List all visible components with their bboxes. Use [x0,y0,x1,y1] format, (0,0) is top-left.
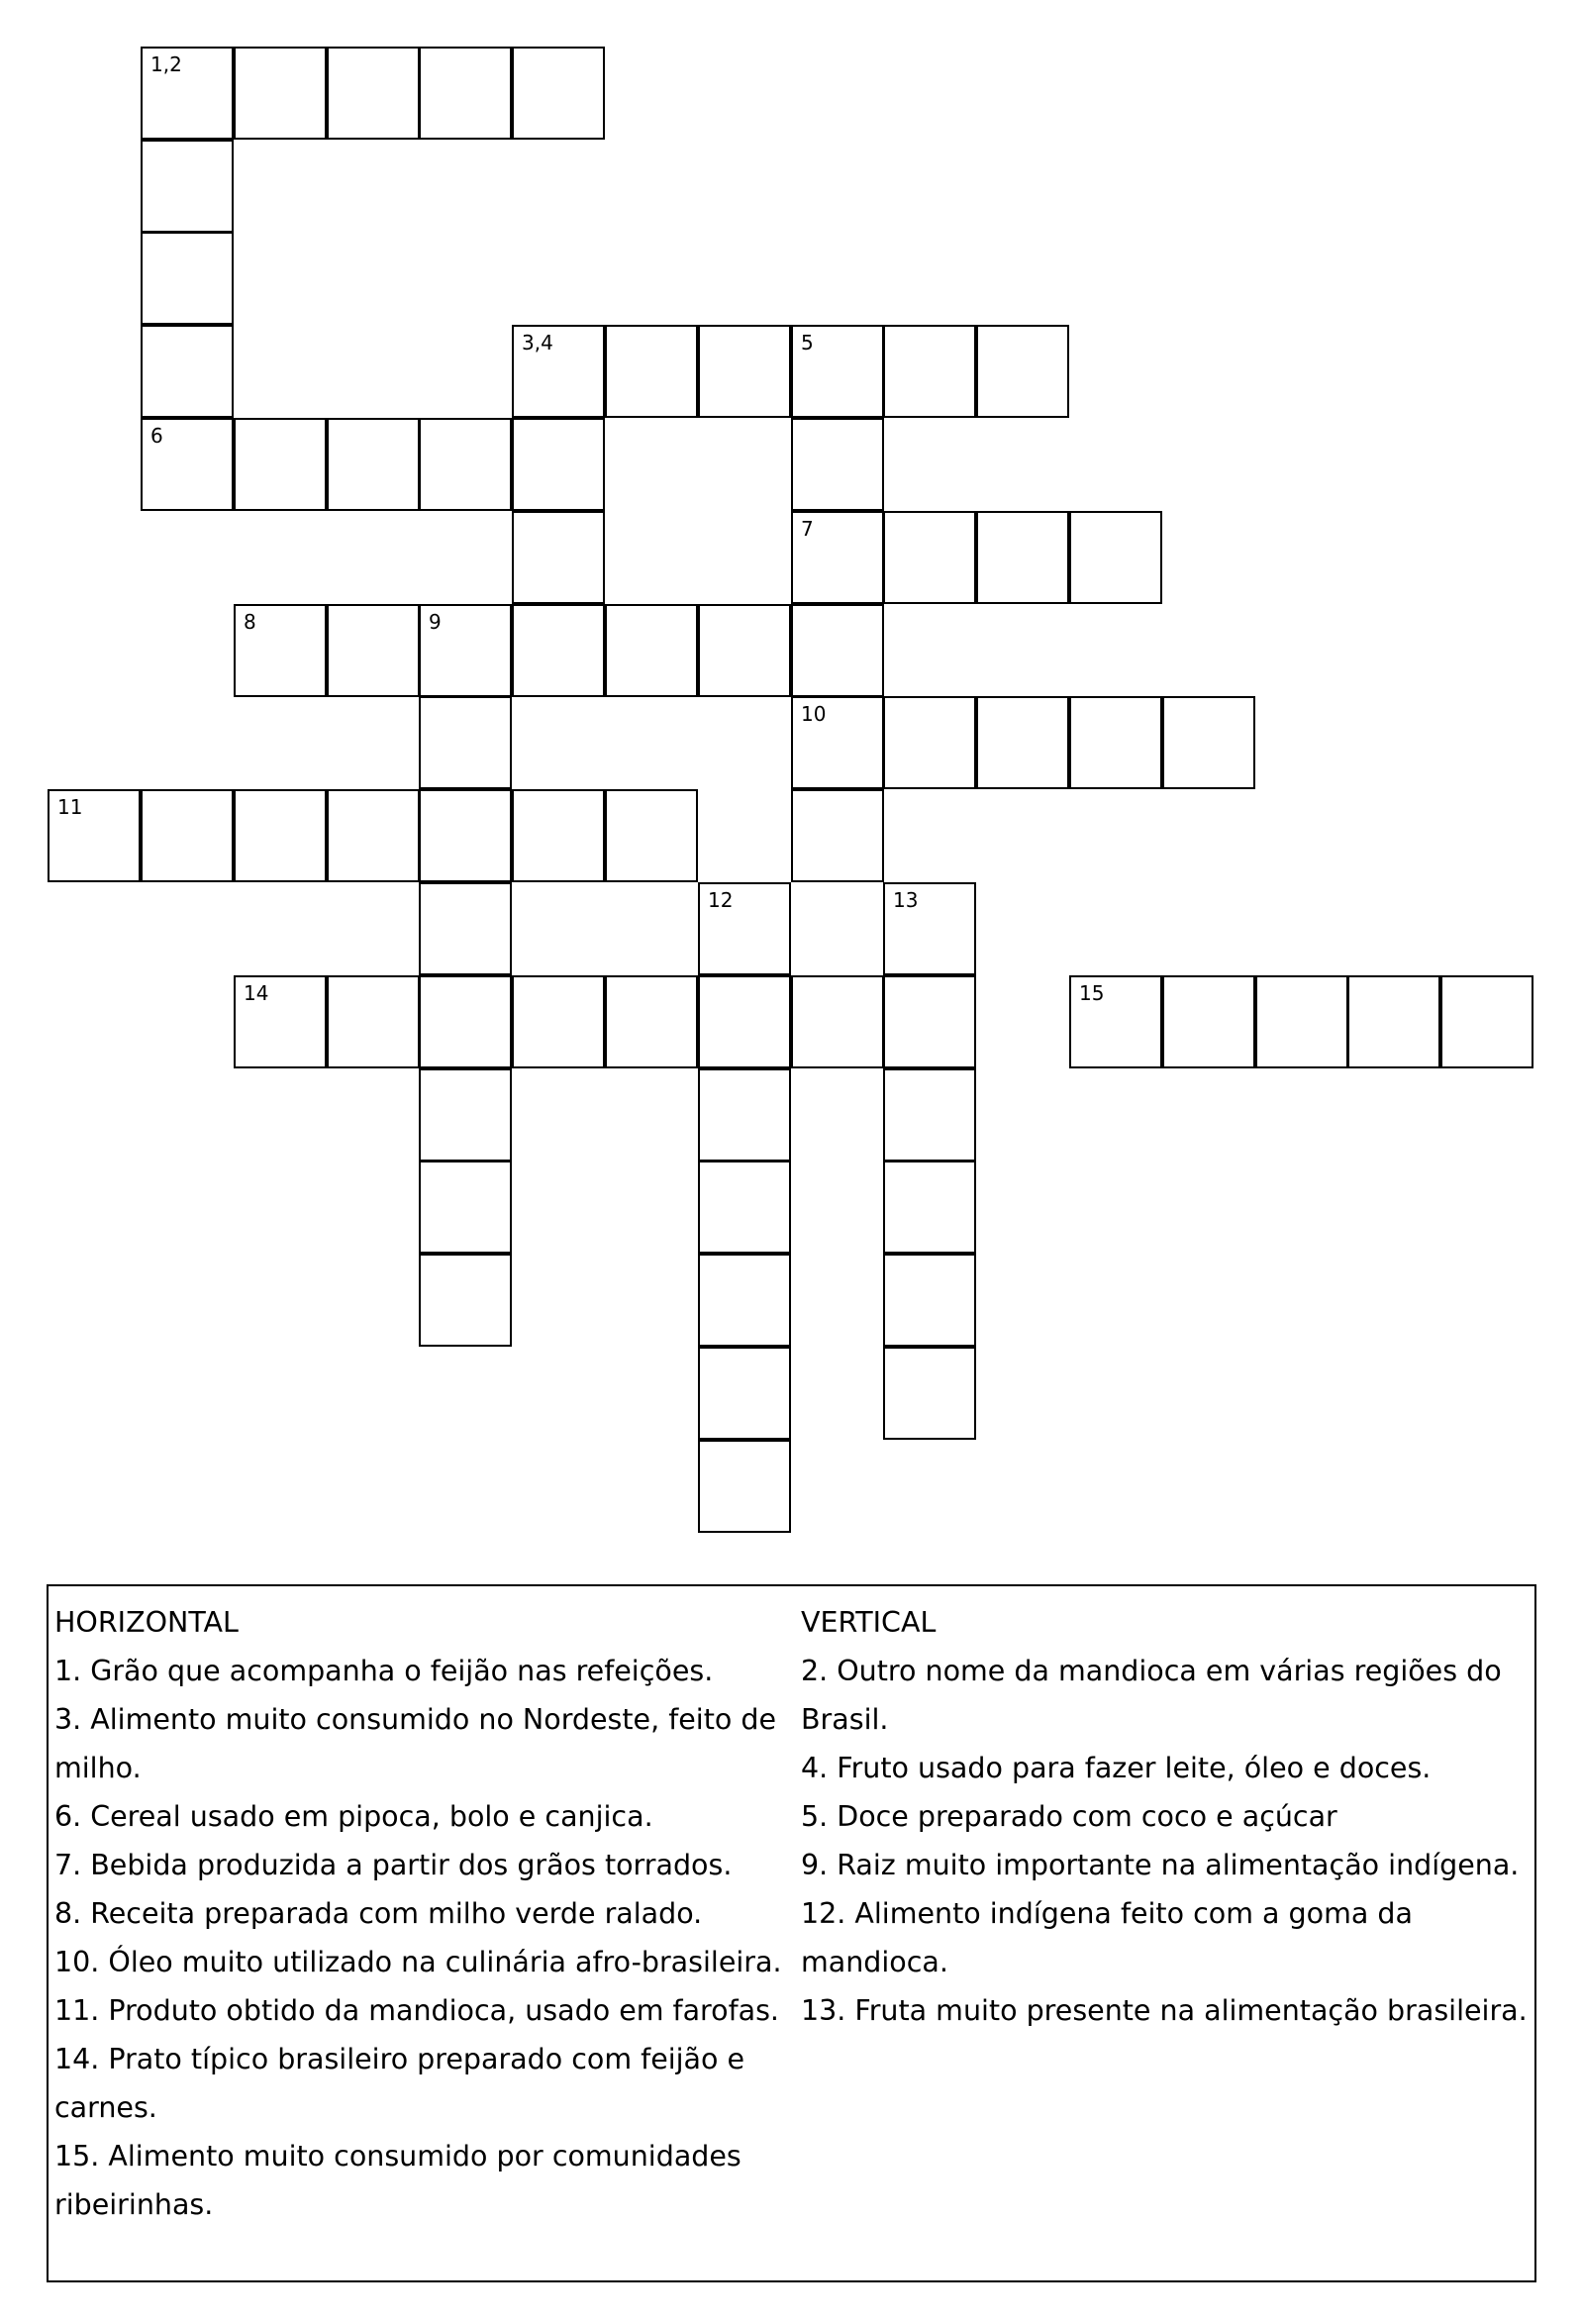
crossword-cell[interactable] [419,696,512,789]
crossword-cell[interactable] [791,511,884,604]
crossword-cell[interactable] [141,418,234,511]
crossword-cell[interactable] [976,696,1069,789]
clue-number: 7 [801,517,814,541]
clue-number: 8 [244,610,256,634]
crossword-cell[interactable] [419,1161,512,1254]
crossword-cell[interactable] [419,1068,512,1162]
crossword-cell[interactable] [419,47,512,140]
crossword-cell[interactable] [141,325,234,418]
vertical-clues [801,1598,1533,2035]
crossword-cell[interactable] [883,1254,976,1347]
crossword-cell[interactable] [1069,511,1162,604]
crossword-cell[interactable] [605,604,698,697]
crossword-cell[interactable] [419,418,512,511]
crossword-cell[interactable] [791,418,884,511]
crossword-cell[interactable] [698,1347,791,1440]
crossword-cell[interactable] [48,789,141,882]
crossword-cell[interactable] [605,789,698,882]
clue-line: milho. [54,1752,142,1784]
crossword-cell[interactable] [883,1347,976,1440]
crossword-cell[interactable] [883,1161,976,1254]
clue-number: 14 [244,981,269,1005]
clue-line: 15. Alimento muito consumido por comunidades [54,2140,742,2172]
crossword-cell[interactable] [883,511,976,604]
clue-line: 11. Produto obtido da mandioca, usado em farofas. [54,1994,779,2027]
crossword-cell[interactable] [883,1068,976,1162]
clue-number: 5 [801,331,814,354]
crossword-cell[interactable] [1440,975,1533,1068]
crossword-cell[interactable] [512,418,605,511]
clue-line: 2. Outro nome da mandioca em várias regiões do [801,1655,1502,1687]
crossword-cell[interactable] [791,975,884,1068]
crossword-cell[interactable] [698,604,791,697]
crossword-cell[interactable] [419,882,512,975]
crossword-cell[interactable] [419,1254,512,1347]
crossword-cell[interactable] [419,604,512,697]
crossword-cell[interactable] [698,1068,791,1162]
crossword-cell[interactable] [698,1161,791,1254]
crossword-cell[interactable] [883,975,976,1068]
crossword-cell[interactable] [976,511,1069,604]
crossword-cell[interactable] [141,140,234,233]
crossword-cell[interactable] [883,696,976,789]
crossword-cell[interactable] [791,789,884,882]
crossword-cell[interactable] [512,511,605,604]
crossword-cell[interactable] [1069,975,1162,1068]
horizontal-clues [54,1598,787,2229]
clue-number: 10 [801,702,827,726]
clue-number: 15 [1079,981,1105,1005]
crossword-cell[interactable] [698,325,791,418]
crossword-cell[interactable] [883,882,976,975]
crossword-cell[interactable] [234,789,327,882]
crossword-cell[interactable] [1347,975,1440,1068]
crossword-cell[interactable] [327,47,420,140]
clue-line: 14. Prato típico brasileiro preparado com feijão e [54,2043,745,2075]
crossword-cell[interactable] [976,325,1069,418]
crossword-cell[interactable] [234,604,327,697]
clue-line: 7. Bebida produzida a partir dos grãos torrados. [54,1849,733,1881]
crossword-cell[interactable] [327,975,420,1068]
crossword-cell[interactable] [327,418,420,511]
crossword-cell[interactable] [327,604,420,697]
crossword-cell[interactable] [512,975,605,1068]
crossword-cell[interactable] [605,325,698,418]
crossword-cell[interactable] [698,1440,791,1533]
horizontal-title: HORIZONTAL [54,1606,239,1639]
clue-line: 4. Fruto usado para fazer leite, óleo e doces. [801,1752,1432,1784]
crossword-cell[interactable] [698,1254,791,1347]
clue-number: 11 [57,795,83,819]
crossword-cell[interactable] [512,47,605,140]
vertical-title: VERTICAL [801,1606,937,1639]
clue-line: 12. Alimento indígena feito com a goma da mandioca. [801,1897,1413,1978]
clue-line: 8. Receita preparada com milho verde ralado. [54,1897,703,1930]
crossword-cell[interactable] [1162,975,1255,1068]
clue-number: 13 [893,888,919,912]
crossword-cell[interactable] [698,975,791,1068]
crossword-cell[interactable] [791,604,884,697]
clue-line: carnes. [54,2091,157,2124]
clue-number: 12 [708,888,734,912]
crossword-cell[interactable] [883,325,976,418]
crossword-cell[interactable] [512,789,605,882]
crossword-cell[interactable] [512,325,605,418]
crossword-cell[interactable] [419,975,512,1068]
crossword-cell[interactable] [419,789,512,882]
crossword-cell[interactable] [141,232,234,325]
crossword-cell[interactable] [234,47,327,140]
crossword-cell[interactable] [1255,975,1348,1068]
clue-number: 1,2 [150,52,182,76]
clue-line: Brasil. [801,1703,889,1736]
crossword-cell[interactable] [234,418,327,511]
crossword-cell[interactable] [141,47,234,140]
crossword-cell[interactable] [698,882,791,975]
crossword-cell[interactable] [791,696,884,789]
crossword-cell[interactable] [512,604,605,697]
clue-line: 13. Fruta muito presente na alimentação brasileira. [801,1994,1528,2027]
crossword-cell[interactable] [327,789,420,882]
clue-line: 6. Cereal usado em pipoca, bolo e canjica. [54,1800,653,1833]
clue-number: 6 [150,424,163,448]
clue-line: 9. Raiz muito importante na alimentação indígena. [801,1849,1520,1881]
clue-line: ribeirinhas. [54,2188,214,2221]
clues-box [47,1584,1536,2282]
crossword-cell[interactable] [605,975,698,1068]
clue-number: 3,4 [522,331,553,354]
crossword-cell[interactable] [1069,696,1162,789]
clue-line: 10. Óleo muito utilizado na culinária afro-brasileira. [54,1946,782,1978]
clue-line: 3. Alimento muito consumido no Nordeste, feito de [54,1703,776,1736]
crossword-cell[interactable] [234,975,327,1068]
crossword-cell[interactable] [141,789,234,882]
crossword-cell[interactable] [791,325,884,418]
clue-line: 5. Doce preparado com coco e açúcar [801,1800,1337,1833]
crossword-cell[interactable] [1162,696,1255,789]
clue-number: 9 [429,610,442,634]
clue-line: 1. Grão que acompanha o feijão nas refeições. [54,1655,714,1687]
